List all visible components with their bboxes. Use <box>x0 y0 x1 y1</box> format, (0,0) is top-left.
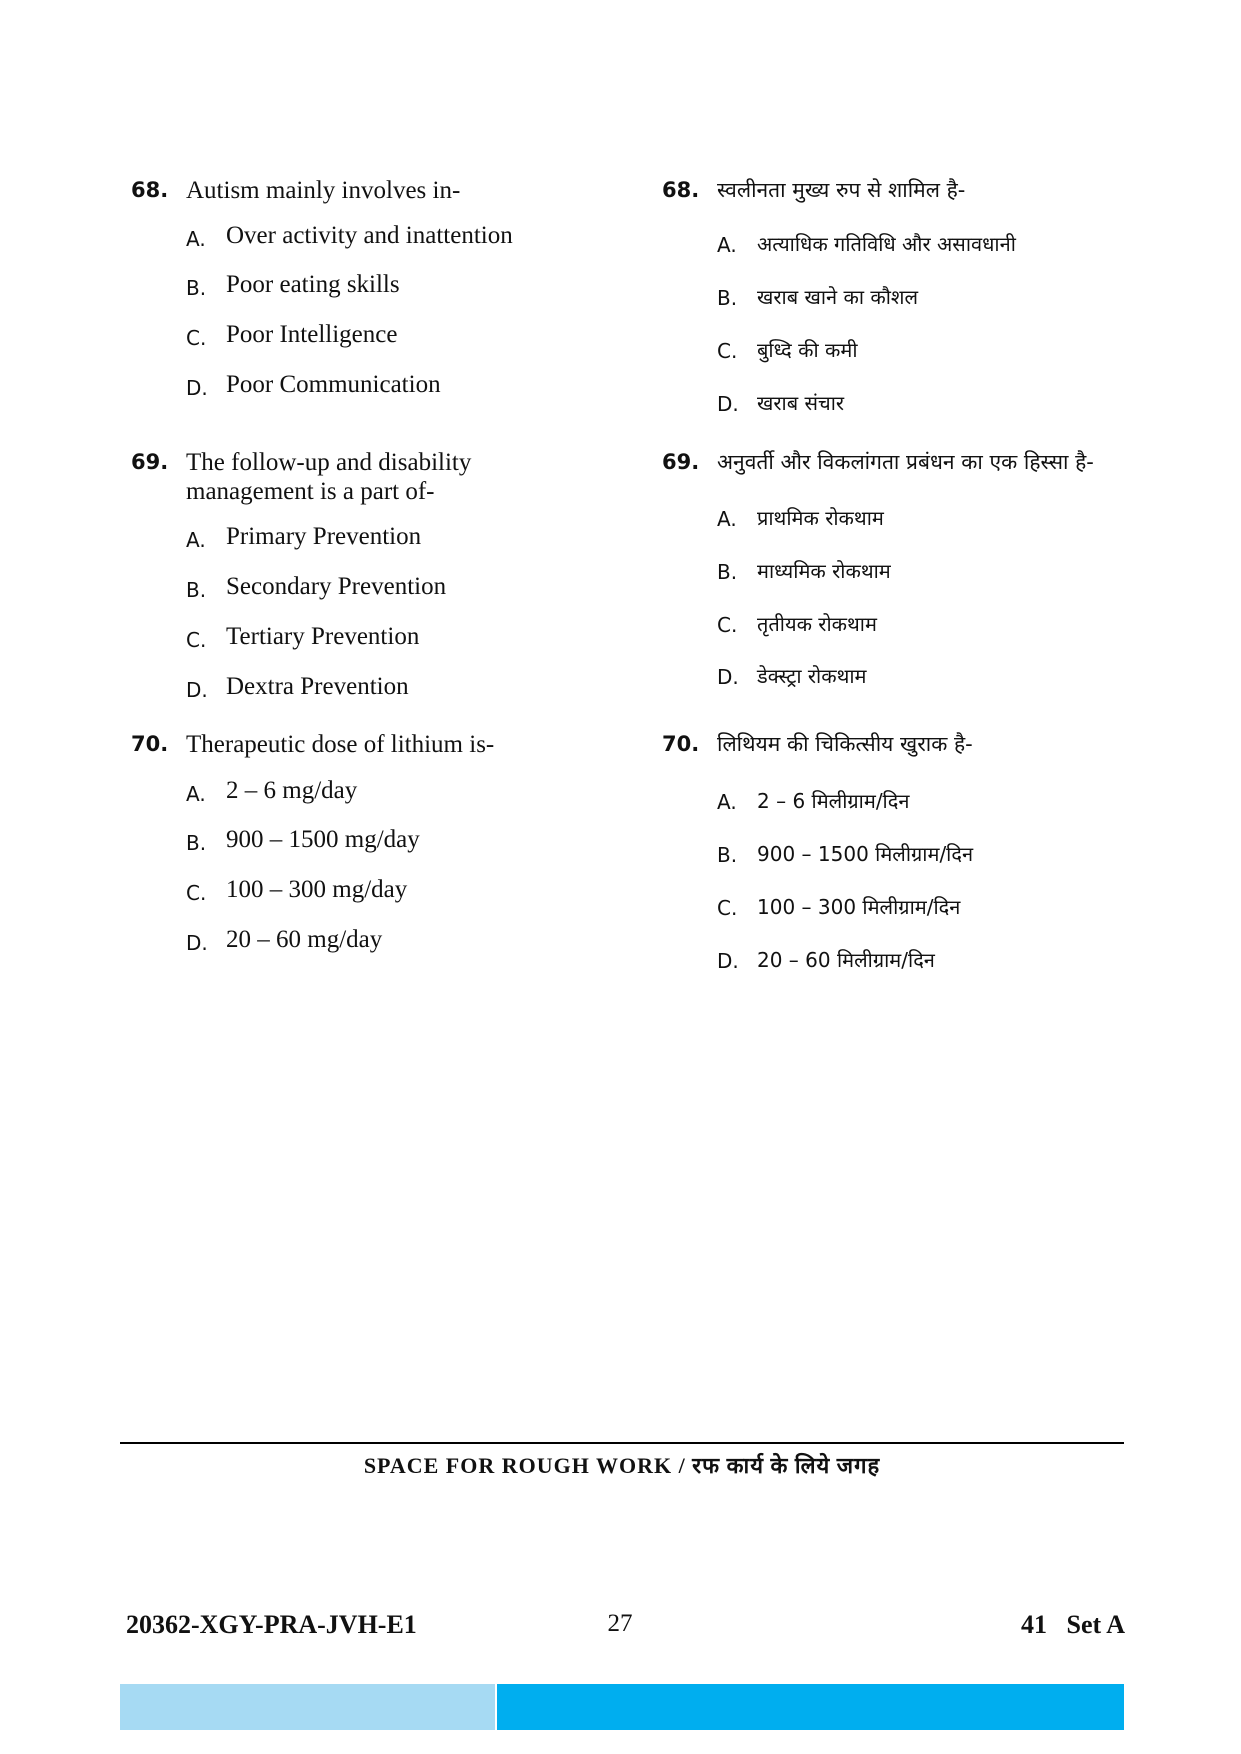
option-text: 20 – 60 mg/day <box>226 926 383 953</box>
option-letter: B. <box>186 831 207 855</box>
option-letter: B. <box>717 560 738 584</box>
option-letter: A. <box>186 528 206 552</box>
option-letter: C. <box>717 896 738 920</box>
option-text: Secondary Prevention <box>226 573 447 600</box>
question-number: 68. <box>662 178 700 202</box>
option-text: Dextra Prevention <box>226 673 409 700</box>
option-letter: B. <box>717 843 738 867</box>
option-text: 20 – 60 मिलीग्राम/दिन <box>757 948 935 972</box>
option-text: बुध्दि की कमी <box>757 338 858 362</box>
option-letter: D. <box>186 678 208 702</box>
option-text: Poor eating skills <box>226 271 400 298</box>
option-letter: C. <box>186 881 207 905</box>
option-letter: D. <box>717 665 739 689</box>
set-label: 41 Set A <box>1021 1610 1125 1639</box>
option-text: खराब संचार <box>757 391 845 415</box>
question-text: The follow-up and disability management is a part of- <box>186 449 472 505</box>
footer-bar-dark <box>497 1684 1124 1730</box>
option-letter: A. <box>186 782 206 806</box>
option-letter: C. <box>186 628 207 652</box>
question-number: 68. <box>131 178 169 202</box>
question-number: 69. <box>131 450 169 474</box>
option-text: Poor Intelligence <box>226 321 398 348</box>
question-text: अनुवर्ती और विकलांगता प्रबंधन का एक हिस्सा है- <box>717 450 1094 474</box>
option-letter: A. <box>717 233 737 257</box>
page-number: 27 <box>607 1610 633 1637</box>
question-number: 69. <box>662 450 700 474</box>
option-text: 2 – 6 mg/day <box>226 777 358 804</box>
option-text: Poor Communication <box>226 371 441 398</box>
option-letter: B. <box>186 276 207 300</box>
question-number: 70. <box>662 732 700 756</box>
option-text: 100 – 300 मिलीग्राम/दिन <box>757 895 961 919</box>
option-letter: C. <box>717 339 738 363</box>
option-text: Tertiary Prevention <box>226 623 420 650</box>
option-text: प्राथमिक रोकथाम <box>757 506 884 530</box>
footer-bar-light <box>120 1684 495 1730</box>
question-text: Autism mainly involves in- <box>186 177 461 204</box>
option-letter: A. <box>717 790 737 814</box>
rough-work-heading: SPACE FOR ROUGH WORK / रफ कार्य के लिये जगह <box>363 1453 881 1478</box>
option-letter: A. <box>186 227 206 251</box>
question-text: Therapeutic dose of lithium is- <box>186 731 495 758</box>
option-text: माध्यमिक रोकथाम <box>757 559 891 583</box>
option-text: तृतीयक रोकथाम <box>757 612 877 636</box>
option-letter: D. <box>717 392 739 416</box>
question-number: 70. <box>131 732 169 756</box>
option-letter: D. <box>717 949 739 973</box>
rough-work-divider <box>120 1442 1124 1444</box>
option-text: 100 – 300 mg/day <box>226 876 408 903</box>
option-text: डेक्स्ट्रा रोकथाम <box>757 664 867 688</box>
option-text: Over activity and inattention <box>226 222 513 249</box>
option-text: 900 – 1500 मिलीग्राम/दिन <box>757 842 974 866</box>
option-letter: B. <box>186 578 207 602</box>
option-text: 900 – 1500 mg/day <box>226 826 420 853</box>
option-text: अत्याधिक गतिविधि और असावधानी <box>757 232 1016 256</box>
option-letter: C. <box>717 613 738 637</box>
question-text: लिथियम की चिकित्सीय खुराक है- <box>717 732 973 756</box>
option-text: Primary Prevention <box>226 523 422 550</box>
option-letter: C. <box>186 326 207 350</box>
option-letter: D. <box>186 376 208 400</box>
paper-code: 20362-XGY-PRA-JVH-E1 <box>126 1610 417 1639</box>
option-letter: B. <box>717 286 738 310</box>
option-text: खराब खाने का कौशल <box>757 285 919 309</box>
option-letter: A. <box>717 507 737 531</box>
option-letter: D. <box>186 931 208 955</box>
option-text: 2 – 6 मिलीग्राम/दिन <box>757 789 910 813</box>
question-text: स्वलीनता मुख्य रुप से शामिल है- <box>717 178 966 202</box>
